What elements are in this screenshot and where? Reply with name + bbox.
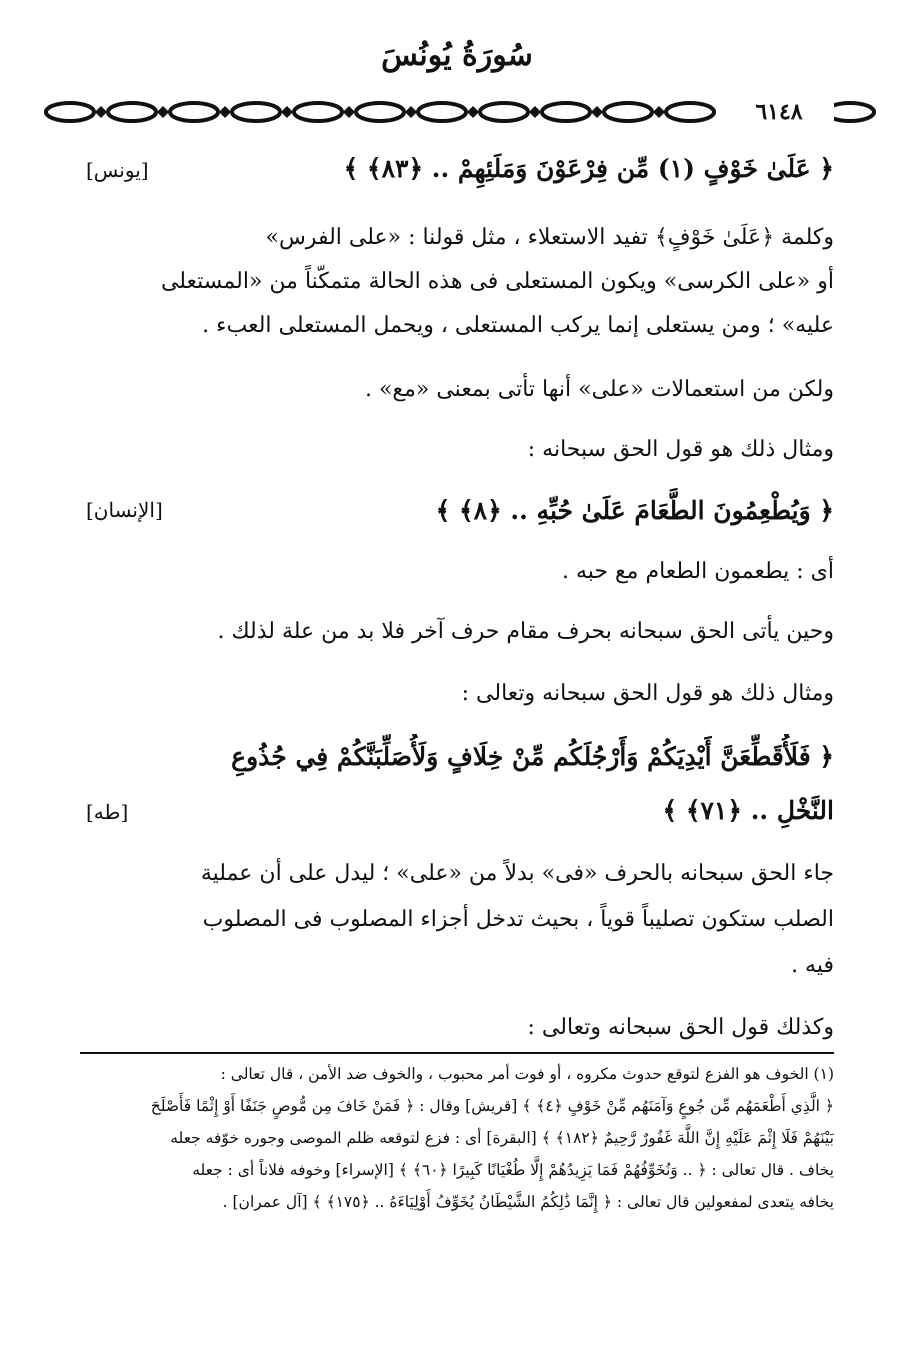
paragraph-4: أى : يطعمون الطعام مع حبه . xyxy=(561,559,834,584)
footnote-line-2: ﴿ الَّذِي أَطْعَمَهُم مِّن جُوعٍ وَآمَنَهُم مِّنْ خَوْفٍ ﴿٤﴾ ﴾ [قريش] وقال : ﴿ فَمَنْ خَافَ مِن مُّوصٍ جَنَفًا أَوْ إِثْمًا فَأَصْلَحَ xyxy=(150,1097,834,1115)
footnote-separator xyxy=(80,1052,834,1054)
paragraph-5: وحين يأتى الحق سبحانه بحرف مقام حرف آخر فلا بد من علة لذلك . xyxy=(217,619,834,644)
paragraph-8: وكذلك قول الحق سبحانه وتعالى : xyxy=(527,1015,834,1040)
footnote-line-4: يخاف . قال تعالى : ﴿ .. وَنُخَوِّفُهُمْ فَمَا يَزِيدُهُمْ إِلَّا طُغْيَانًا كَبِيرًا ﴿٦٠﴾ ﴾ [الإسراء] وخوفه فلاناً أى : جعله xyxy=(192,1161,834,1179)
paragraph-7-line-1: جاء الحق سبحانه بالحرف «فى» بدلاً من «على» ؛ ليدل على أن عملية xyxy=(200,861,834,886)
paragraph-1-line-3: عليه» ؛ ومن يستعلى إنما يركب المستعلى ، ويحمل المستعلى العبء . xyxy=(202,313,834,338)
verse-1-reference: [يونس] xyxy=(86,158,149,182)
footnote-line-5: يخافه يتعدى لمفعولين قال تعالى : ﴿ إِنَّمَا ذَٰلِكُمُ الشَّيْطَانُ يُخَوِّفُ أَوْلِيَاءَهُ .. ﴿١٧٥﴾ ﴾ [آل عمران] . xyxy=(222,1193,834,1211)
surah-title: سُورَةُ يُونُسَ xyxy=(381,38,533,73)
paragraph-3: ومثال ذلك هو قول الحق سبحانه : xyxy=(527,437,834,462)
footnote-line-3: بَيْنَهُمْ فَلَا إِثْمَ عَلَيْهِ إِنَّ اللَّهَ غَفُورٌ رَّحِيمٌ ﴿١٨٢﴾ ﴾ [البقرة] أى : فزع لتوقعه ظلم الموصى وجوره خوّفه جعله xyxy=(170,1129,834,1147)
footnote-line-1: (١) الخوف هو الفزع لتوقع حدوث مكروه ، أو فوت أمر محبوب ، والخوف ضد الأمن ، قال تعالى : xyxy=(220,1065,834,1083)
quran-verse-2: ﴿ وَيُطْعِمُونَ الطَّعَامَ عَلَىٰ حُبِّهِ .. ﴿٨﴾ ﴾ xyxy=(435,496,834,525)
paragraph-7-line-2: الصلب ستكون تصليباً قوياً ، بحيث تدخل أجزاء المصلوب فى المصلوب xyxy=(202,907,834,932)
quran-verse-1: ﴿ عَلَىٰ خَوْفٍ (١) مِّن فِرْعَوْنَ وَمَلَئِهِمْ .. ﴿٨٣﴾ ﴾ xyxy=(343,154,834,183)
paragraph-7-line-3: فيه . xyxy=(791,953,834,978)
verse-3-reference: [طه] xyxy=(86,800,129,824)
paragraph-1-line-1: وكلمة ﴿عَلَىٰ خَوْفٍ﴾ تفيد الاستعلاء ، مثل قولنا : «على الفرس» xyxy=(265,225,834,250)
paragraph-6: ومثال ذلك هو قول الحق سبحانه وتعالى : xyxy=(461,681,834,706)
verse-2-reference: [الإنسان] xyxy=(86,498,163,522)
quran-verse-3-line-1: ﴿ فَلَأُقَطِّعَنَّ أَيْدِيَكُمْ وَأَرْجُلَكُم مِّنْ خِلَافٍ وَلَأُصَلِّبَنَّكُمْ فِي جُذُوعِ xyxy=(231,742,834,771)
paragraph-2: ولكن من استعمالات «على» أنها تأتى بمعنى «مع» . xyxy=(364,377,834,402)
page-number: ٦١٤٨ xyxy=(724,96,834,128)
paragraph-1-line-2: أو «على الكرسى» ويكون المستعلى فى هذه الحالة متمكّناً من «المستعلى xyxy=(160,269,834,294)
quran-verse-3-line-2: النَّخْلِ .. ﴿٧١﴾ ﴾ xyxy=(662,796,834,825)
